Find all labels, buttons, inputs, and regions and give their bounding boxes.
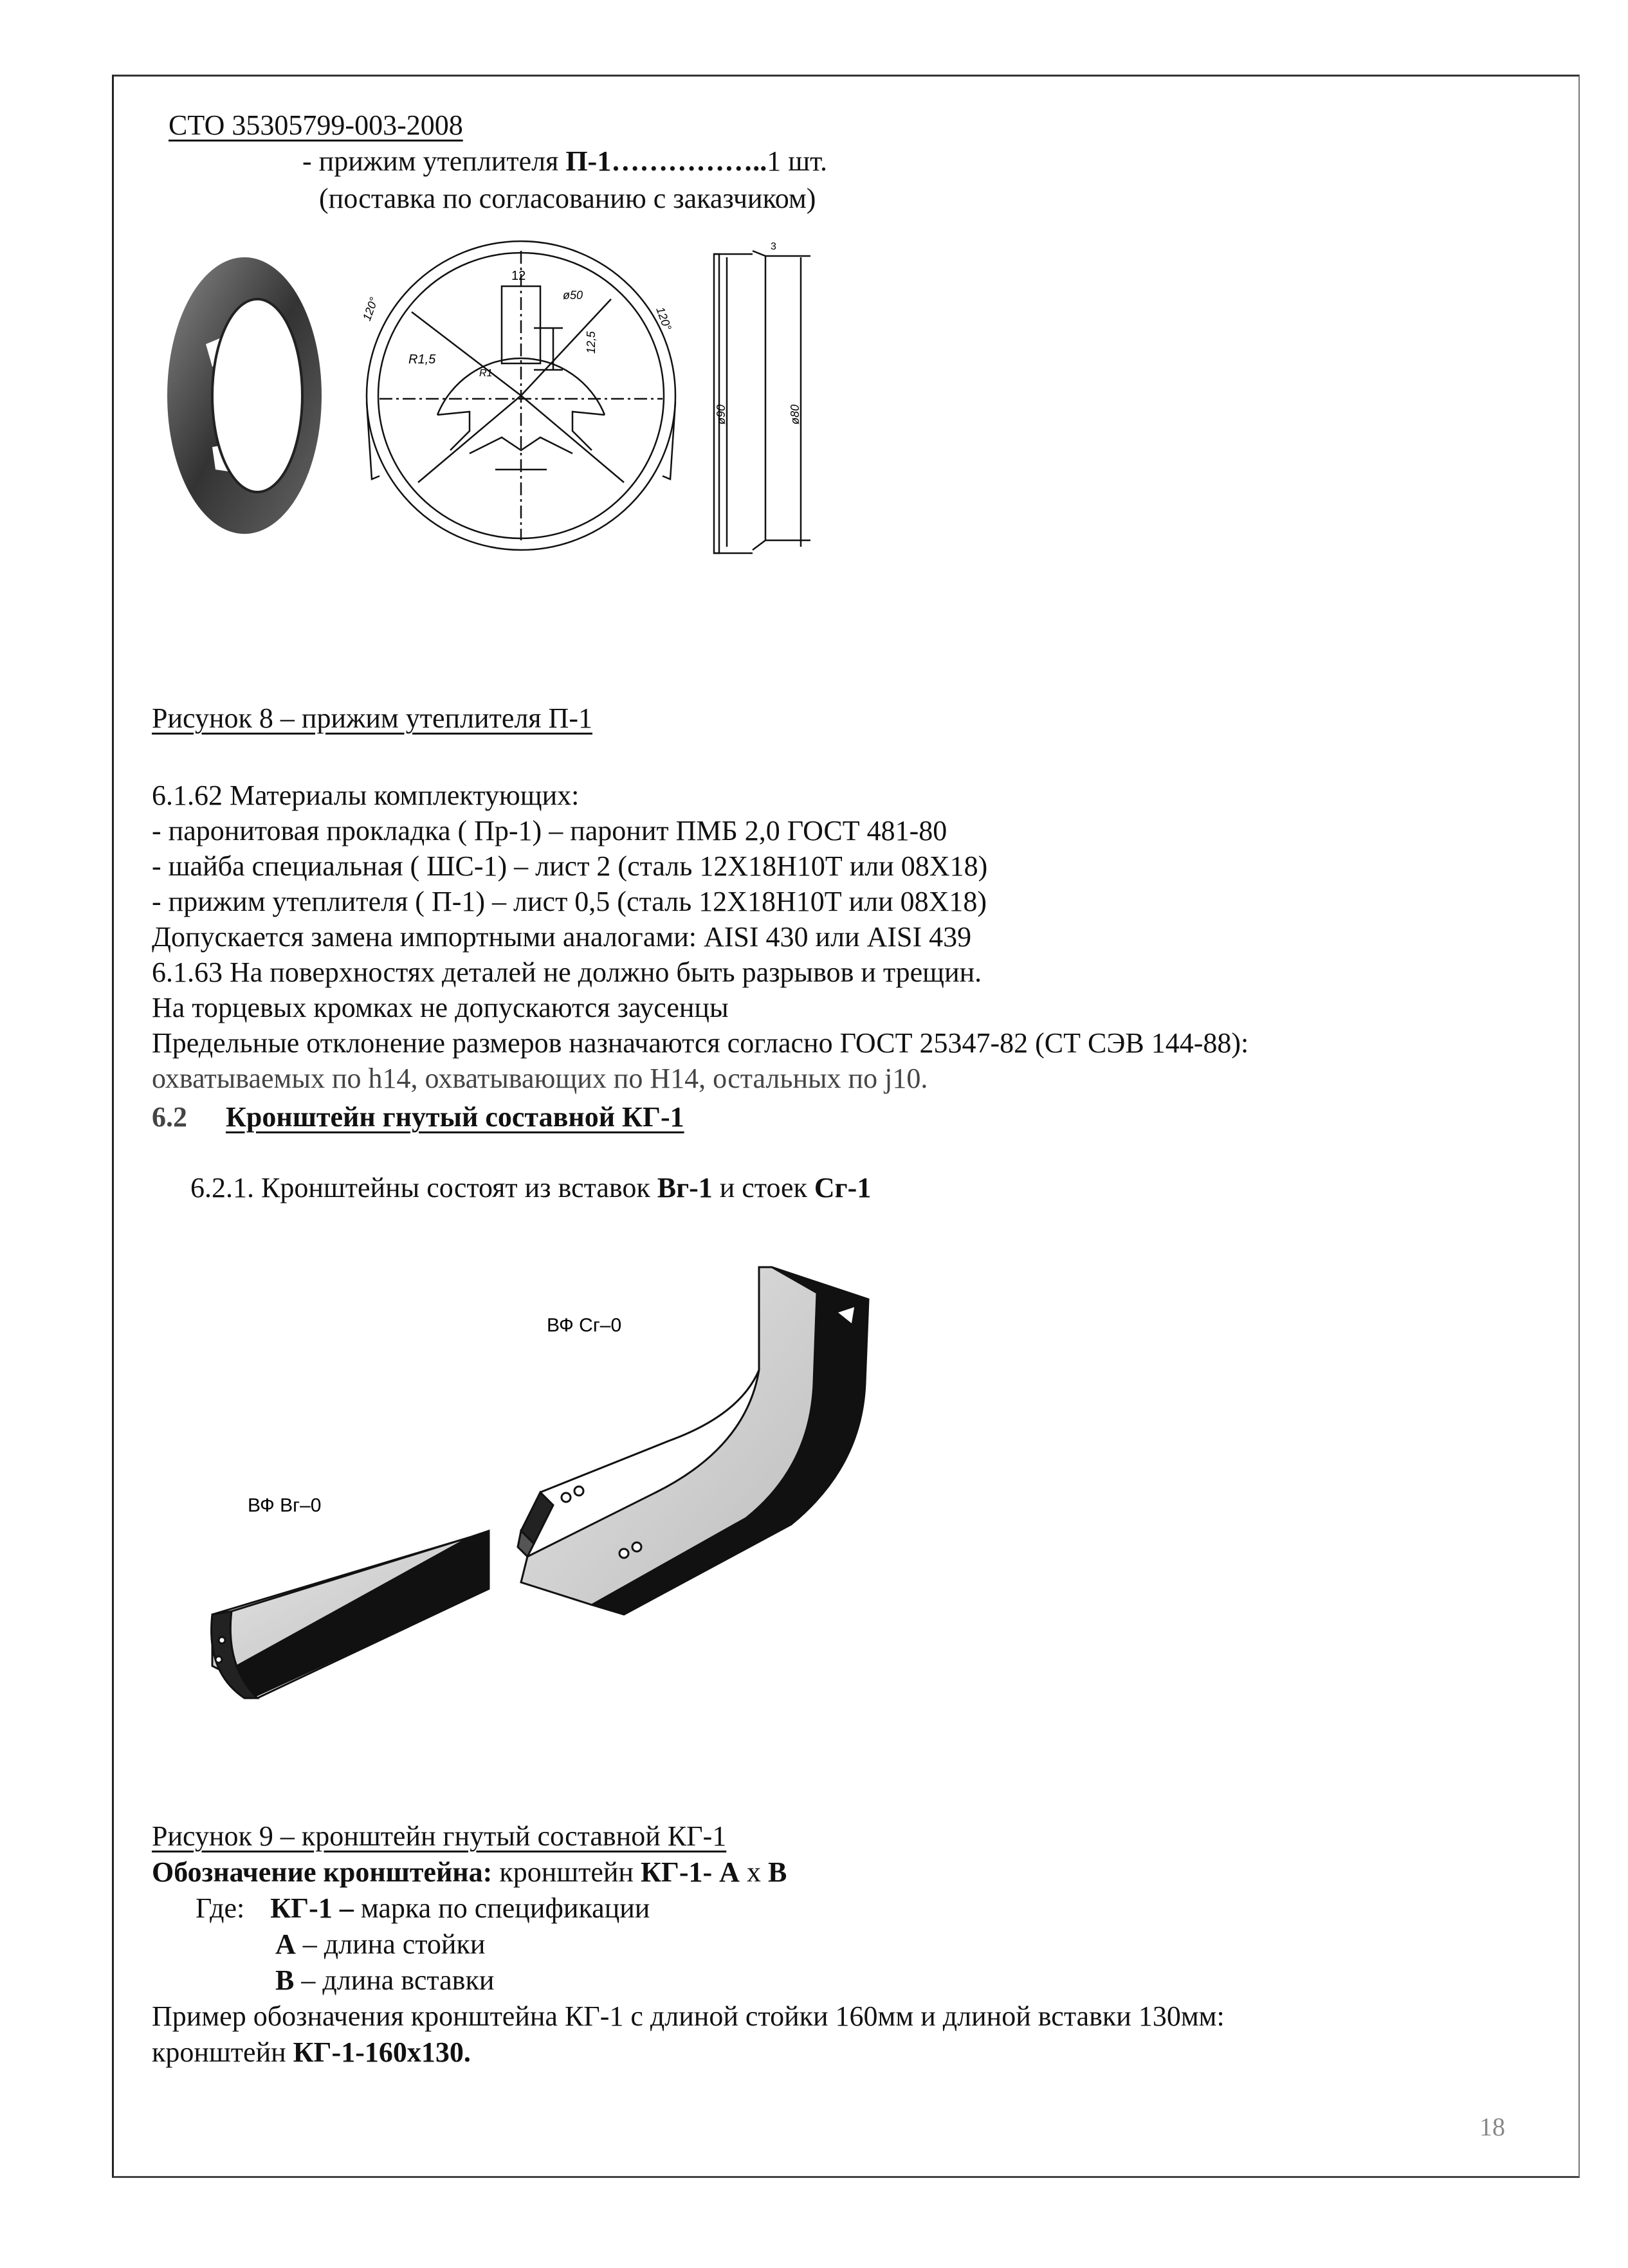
dim-dia80: ø80 xyxy=(789,404,801,425)
materials-line: - прижим утеплителя ( П-1) – лист 0,5 (сталь 12Х18Н10Т или 08Х18) xyxy=(152,886,987,917)
example-value-line: кронштейн КГ-1-160х130. xyxy=(152,2036,471,2068)
clamp-drawing xyxy=(341,238,868,572)
label-lower-part: ВФ Вг–0 xyxy=(248,1495,322,1516)
materials-line: Допускается замена импортными аналогами: AISI 430 или AISI 439 xyxy=(152,921,972,953)
dim-3: 3 xyxy=(771,241,776,252)
document-code: СТО 35305799-003-2008 xyxy=(169,109,463,141)
dim-12-5: 12,5 xyxy=(585,331,598,354)
dim-r1-5: R1,5 xyxy=(408,352,436,367)
example-line: Пример обозначения кронштейна КГ-1 с длиной стойки 160мм и длиной вставки 130мм: xyxy=(152,2000,1225,2032)
materials-line: - паронитовая прокладка ( Пр-1) – паронит ПМБ 2,0 ГОСТ 481-80 xyxy=(152,815,947,846)
materials-heading: 6.1.62 Материалы комплектующих: xyxy=(152,780,580,811)
b-line: В – длина вставки xyxy=(275,1964,495,1996)
dim-12: 12 xyxy=(511,269,526,283)
item-line: - прижим утеплителя П-1……………..1 шт. xyxy=(302,145,828,177)
materials-line: охватываемых по h14, охватывающих по H14, остальных по j10. xyxy=(152,1063,928,1094)
page-number: 18 xyxy=(1479,2112,1505,2141)
materials-line: - шайба специальная ( ШС-1) – лист 2 (сталь 12Х18Н10Т или 08Х18) xyxy=(152,850,988,882)
dim-dia50: ø50 xyxy=(563,289,583,302)
clamp-photo xyxy=(161,254,328,537)
figure-8-caption: Рисунок 8 – прижим утеплителя П-1 xyxy=(152,702,592,734)
materials-line: 6.1.63 На поверхностях деталей не должно быть разрывов и трещин. xyxy=(152,956,982,988)
materials-line: Предельные отклонение размеров назначаются согласно ГОСТ 25347-82 (СТ СЭВ 144-88): xyxy=(152,1027,1249,1059)
figure-9-caption: Рисунок 9 – кронштейн гнутый составной КГ-1 xyxy=(152,1820,727,1852)
dim-r1: R1 xyxy=(479,368,493,379)
designation-line: Обозначение кронштейна: кронштейн КГ-1- А х В xyxy=(152,1856,787,1888)
label-upper-part: ВФ Сг–0 xyxy=(547,1315,622,1336)
dim-angle-right: 120° xyxy=(654,305,674,333)
where-line: Где: КГ-1 – марка по спецификации xyxy=(196,1892,650,1924)
section-6-2-heading: 6.2 Кронштейн гнутый составной КГ-1 xyxy=(152,1101,684,1133)
dim-dia90: ø90 xyxy=(715,404,727,425)
supply-note: (поставка по согласованию с заказчиком) xyxy=(319,183,816,214)
clause-6-2-1: 6.2.1. Кронштейны состоят из вставок Вг-1 и стоек Сг-1 xyxy=(190,1172,872,1203)
a-line: А – длина стойки xyxy=(275,1928,486,1960)
dim-angle-left: 120° xyxy=(360,295,381,323)
materials-line: На торцевых кромках не допускаются заусенцы xyxy=(152,992,729,1023)
bracket-drawing xyxy=(193,1254,888,1705)
